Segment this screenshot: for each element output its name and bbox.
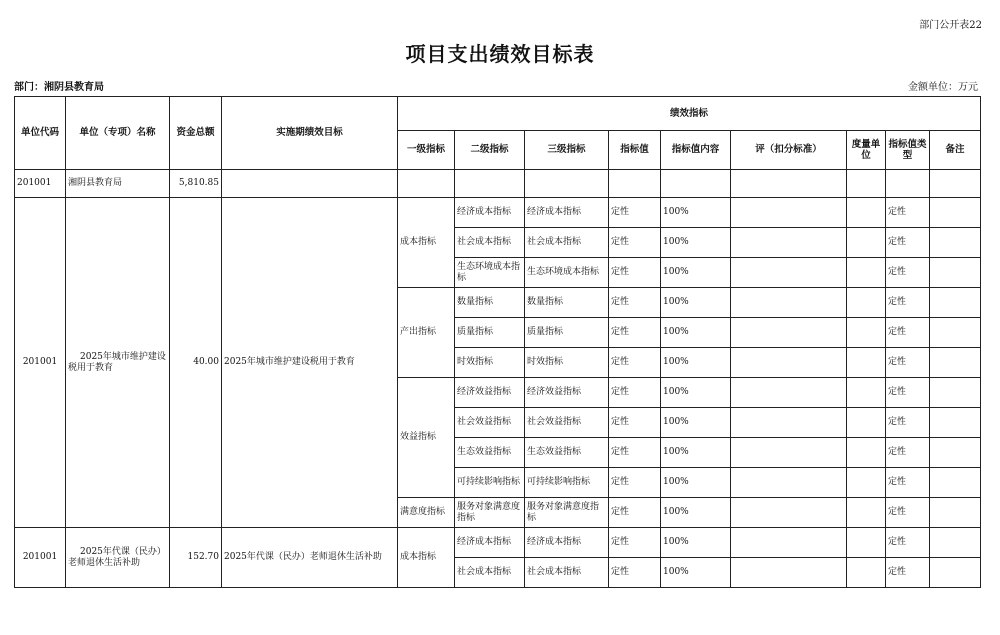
empty-cell — [930, 170, 981, 198]
summary-name: 湘阴县教育局 — [66, 170, 170, 198]
indicator-content: 100% — [661, 288, 731, 318]
indicator-content: 100% — [661, 258, 731, 288]
header-value: 指标值 — [609, 131, 661, 170]
performance-target-table — [14, 96, 981, 588]
empty-cell — [731, 170, 847, 198]
indicator-value: 定性 — [609, 348, 661, 378]
level3-indicator: 社会成本指标 — [525, 228, 609, 258]
score-standard — [731, 198, 847, 228]
measure-unit — [847, 258, 886, 288]
level1-indicator: 成本指标 — [398, 528, 455, 588]
indicator-value: 定性 — [609, 288, 661, 318]
level3-indicator: 可持续影响指标 — [525, 468, 609, 498]
value-type: 定性 — [886, 228, 930, 258]
header-score: 评（扣分标准） — [731, 131, 847, 170]
note — [930, 558, 981, 588]
value-type: 定性 — [886, 438, 930, 468]
level3-indicator: 社会效益指标 — [525, 408, 609, 438]
value-type: 定性 — [886, 258, 930, 288]
measure-unit — [847, 498, 886, 528]
score-standard — [731, 408, 847, 438]
note — [930, 288, 981, 318]
indicator-row — [15, 198, 981, 228]
indicator-value: 定性 — [609, 558, 661, 588]
indicator-content: 100% — [661, 348, 731, 378]
value-type: 定性 — [886, 378, 930, 408]
level2-indicator: 社会成本指标 — [455, 228, 525, 258]
indicator-value: 定性 — [609, 318, 661, 348]
summary-code: 201001 — [15, 170, 66, 198]
note — [930, 348, 981, 378]
level3-indicator: 服务对象满意度指标 — [525, 498, 609, 528]
indicator-content: 100% — [661, 528, 731, 558]
indicator-value: 定性 — [609, 468, 661, 498]
measure-unit — [847, 438, 886, 468]
header-value-type: 指标值类型 — [886, 131, 930, 170]
level2-indicator: 生态效益指标 — [455, 438, 525, 468]
header-amount: 资金总额 — [170, 97, 222, 170]
level2-indicator: 社会成本指标 — [455, 558, 525, 588]
level2-indicator: 时效指标 — [455, 348, 525, 378]
empty-cell — [525, 170, 609, 198]
note — [930, 258, 981, 288]
value-type: 定性 — [886, 318, 930, 348]
value-type: 定性 — [886, 348, 930, 378]
level3-indicator: 经济成本指标 — [525, 528, 609, 558]
level2-indicator: 经济成本指标 — [455, 528, 525, 558]
indicator-value: 定性 — [609, 198, 661, 228]
header-unit-name: 单位（专项）名称 — [66, 97, 170, 170]
indicator-content: 100% — [661, 438, 731, 468]
score-standard — [731, 318, 847, 348]
indicator-value: 定性 — [609, 228, 661, 258]
level2-indicator: 服务对象满意度指标 — [455, 498, 525, 528]
indicator-content: 100% — [661, 558, 731, 588]
indicator-content: 100% — [661, 318, 731, 348]
header-level2: 二级指标 — [455, 131, 525, 170]
level3-indicator: 时效指标 — [525, 348, 609, 378]
indicator-value: 定性 — [609, 498, 661, 528]
level2-indicator: 数量指标 — [455, 288, 525, 318]
project-amount: 152.70 — [170, 528, 222, 588]
header-unit-code: 单位代码 — [15, 97, 66, 170]
score-standard — [731, 498, 847, 528]
empty-cell — [847, 170, 886, 198]
indicator-content: 100% — [661, 378, 731, 408]
score-standard — [731, 528, 847, 558]
indicator-content: 100% — [661, 468, 731, 498]
score-standard — [731, 288, 847, 318]
level1-indicator: 产出指标 — [398, 288, 455, 378]
note — [930, 438, 981, 468]
note — [930, 228, 981, 258]
project-amount: 40.00 — [170, 198, 222, 528]
indicator-value: 定性 — [609, 438, 661, 468]
measure-unit — [847, 468, 886, 498]
measure-unit — [847, 198, 886, 228]
score-standard — [731, 228, 847, 258]
level3-indicator: 质量指标 — [525, 318, 609, 348]
header-note: 备注 — [930, 131, 981, 170]
value-type: 定性 — [886, 498, 930, 528]
summary-amount: 5,810.85 — [170, 170, 222, 198]
empty-cell — [661, 170, 731, 198]
level3-indicator: 数量指标 — [525, 288, 609, 318]
level2-indicator: 经济成本指标 — [455, 198, 525, 228]
level1-indicator: 成本指标 — [398, 198, 455, 288]
measure-unit — [847, 378, 886, 408]
indicator-value: 定性 — [609, 258, 661, 288]
project-goal: 2025年代课（民办）老师退休生活补助 — [222, 528, 398, 588]
measure-unit — [847, 408, 886, 438]
value-type: 定性 — [886, 528, 930, 558]
level2-indicator: 质量指标 — [455, 318, 525, 348]
score-standard — [731, 258, 847, 288]
value-type: 定性 — [886, 408, 930, 438]
indicator-content: 100% — [661, 228, 731, 258]
empty-cell — [886, 170, 930, 198]
empty-cell — [398, 170, 455, 198]
note — [930, 468, 981, 498]
measure-unit — [847, 558, 886, 588]
summary-row — [15, 170, 981, 198]
empty-cell — [455, 170, 525, 198]
note — [930, 318, 981, 348]
indicator-value: 定性 — [609, 528, 661, 558]
note — [930, 528, 981, 558]
project-unit-code: 201001 — [15, 198, 66, 528]
department-label: 部门：湘阴县教育局 — [14, 82, 104, 93]
project-unit-code: 201001 — [15, 528, 66, 588]
level3-indicator: 社会成本指标 — [525, 558, 609, 588]
header-measure-unit: 度量单位 — [847, 131, 886, 170]
score-standard — [731, 468, 847, 498]
indicator-content: 100% — [661, 408, 731, 438]
project-goal: 2025年城市维护建设税用于教育 — [222, 198, 398, 528]
level3-indicator: 生态效益指标 — [525, 438, 609, 468]
score-standard — [731, 558, 847, 588]
level2-indicator: 可持续影响指标 — [455, 468, 525, 498]
page-title: 项目支出绩效目标表 — [405, 42, 595, 66]
indicator-value: 定性 — [609, 378, 661, 408]
header-level1: 一级指标 — [398, 131, 455, 170]
indicator-content: 100% — [661, 498, 731, 528]
value-type: 定性 — [886, 558, 930, 588]
value-type: 定性 — [886, 468, 930, 498]
note — [930, 198, 981, 228]
amount-unit-label: 金额单位：万元 — [908, 82, 978, 93]
measure-unit — [847, 318, 886, 348]
score-standard — [731, 378, 847, 408]
indicator-row — [15, 528, 981, 558]
project-name: 2025年代课（民办）老师退休生活补助 — [66, 528, 170, 588]
measure-unit — [847, 288, 886, 318]
level3-indicator: 生态环境成本指标 — [525, 258, 609, 288]
level2-indicator: 生态环境成本指标 — [455, 258, 525, 288]
value-type: 定性 — [886, 288, 930, 318]
level3-indicator: 经济成本指标 — [525, 198, 609, 228]
note — [930, 408, 981, 438]
level2-indicator: 经济效益指标 — [455, 378, 525, 408]
indicator-content: 100% — [661, 198, 731, 228]
header-level3: 三级指标 — [525, 131, 609, 170]
note — [930, 498, 981, 528]
header-goal: 实施期绩效目标 — [222, 97, 398, 170]
measure-unit — [847, 528, 886, 558]
level1-indicator: 效益指标 — [398, 378, 455, 498]
form-number: 部门公开表22 — [919, 20, 982, 31]
score-standard — [731, 438, 847, 468]
empty-cell — [222, 170, 398, 198]
measure-unit — [847, 348, 886, 378]
score-standard — [731, 348, 847, 378]
project-name: 2025年城市维护建设税用于教育 — [66, 198, 170, 528]
value-type: 定性 — [886, 198, 930, 228]
empty-cell — [609, 170, 661, 198]
indicator-value: 定性 — [609, 408, 661, 438]
header-performance-indicators: 绩效指标 — [398, 97, 981, 131]
measure-unit — [847, 228, 886, 258]
note — [930, 378, 981, 408]
level1-indicator: 满意度指标 — [398, 498, 455, 528]
level3-indicator: 经济效益指标 — [525, 378, 609, 408]
level2-indicator: 社会效益指标 — [455, 408, 525, 438]
header-content: 指标值内容 — [661, 131, 731, 170]
